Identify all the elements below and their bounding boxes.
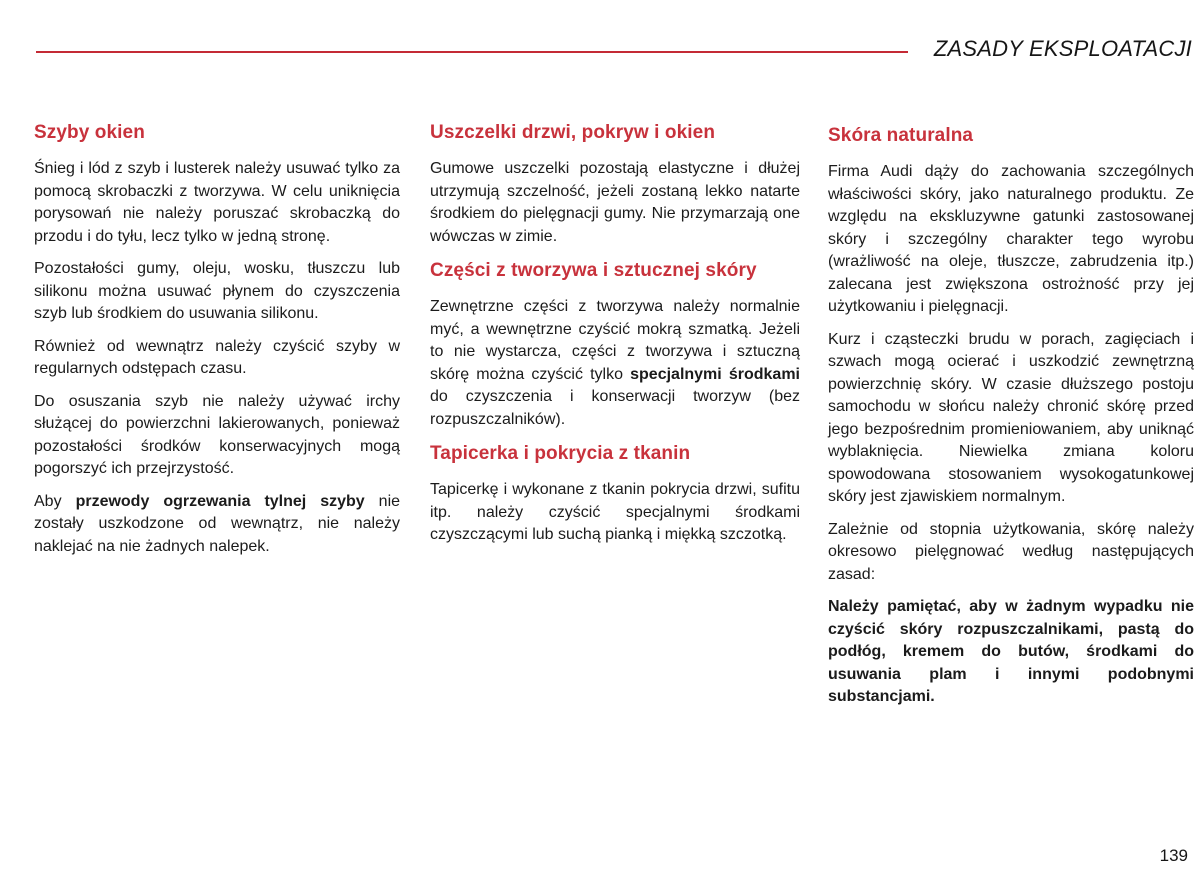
paragraph: Firma Audi dąży do zachowania szczególnych właściwości skóry, jako naturalnego produktu. Ze względu na ekskluzywne gatunki zastosowanej skóry i szczególny charakter tego wyrobu (wrażliwość na oleje, tłuszcze, zabrudzenia itp.) zalecana jest zwiększona ostrożność przy jej użytkowaniu i pielęgnacji. [828,163,1194,315]
paragraph-text: Aby [34,492,76,510]
heading-natural-leather: Skóra naturalna [828,125,974,146]
paragraph-rear-heating [34,491,400,559]
paragraph-text: do czyszczenia i konserwacji tworzyw (bez rozpuszczalników). [430,388,800,428]
section-title: ZASADY EKSPLOATACJI [933,36,1192,61]
warning-paragraph [828,596,1194,709]
paragraph-text: nie zostały uszkodzone od wewnątrz, nie należy naklejać na nie żadnych nalepek. [34,492,401,555]
paragraph: Do osuszania szyb nie należy używać irchy służącej do powierzchni lakierowanych, ponieważ pozostałości środków konserwacyjnych mogą pogorszyć ich przejrzystość. [34,392,400,477]
heading-door-seals: Uszczelki drzwi, pokryw i okien [430,122,716,143]
paragraph: Gumowe uszczelki pozostają elastyczne i dłużej utrzymują szczelność, jeżeli zostaną lekko natarte środkiem do pielęgnacji gumy. Nie przymarzają one wówczas w zimie. [430,160,800,245]
paragraph-text: Zewnętrzne części z tworzywa należy normalnie myć, a wewnętrzne czyścić mokrą szmatką. Jeżeli to nie wystarcza, części z tworzywa i sztuczną skórę można czyścić tylko [430,298,800,383]
header-divider-line [36,51,908,53]
page-number: 139 [1159,846,1188,865]
paragraph: Pozostałości gumy, oleju, wosku, tłuszczu lub silikonu można usuwać płynem do czyszczenia szyb lub środkiem do usuwania silikonu. [34,260,400,322]
heading-plastic-parts: Części z tworzywa i sztucznej skóry [430,260,757,281]
column-windows [34,120,400,568]
paragraph: Kurz i cząsteczki brudu w porach, zagięciach i szwach mogą ocierać i uszkodzić zewnętrzną powierzchnię skóry. W czasie dłuższego postoju samochodu w słońcu należy chronić skórę przed jego bezpośrednim promieniowaniem, aby uniknąć wyblaknięcia. Niewielka zmiana koloru spowodowana stosowaniem wysokogatunkowej skóry jest zjawiskiem normalnym. [828,330,1194,505]
heading-upholstery: Tapicerka i pokrycia z tkanin [430,443,691,464]
warning-text: Należy pamiętać, aby w żadnym wypadku nie czyścić skóry rozpuszczalnikami, pastą do podłóg, kremem do butów, środkami do usuwania plam i innymi podobnymi substancjami. [828,598,1194,705]
heading-window-glass: Szyby okien [34,122,145,143]
paragraph: Śnieg i lód z szyb i lusterek należy usuwać tylko za pomocą skrobaczki z tworzywa. W celu uniknięcia porysowań nie należy poruszać skrobaczką do przodu i do tyłu, lecz tylko w jedną stronę. [34,160,400,245]
column-seals-plastics-upholstery [430,120,800,557]
bold-phrase: przewody ogrzewania tylnej szyby [75,492,365,510]
paragraph-plastic-care [430,296,800,431]
paragraph: Tapicerkę i wykonane z tkanin pokrycia drzwi, sufitu itp. należy czyścić specjalnymi środkami czyszczącymi lub suchą pianką i miękką szczotką. [430,481,800,543]
paragraph: Również od wewnątrz należy czyścić szyby w regularnych odstępach czasu. [34,337,400,377]
paragraph: Zależnie od stopnia użytkowania, skórę należy okresowo pielęgnować według następujących zasad: [828,520,1194,583]
bold-phrase: specjalnymi środkami [630,365,800,383]
column-natural-leather [828,120,1194,719]
